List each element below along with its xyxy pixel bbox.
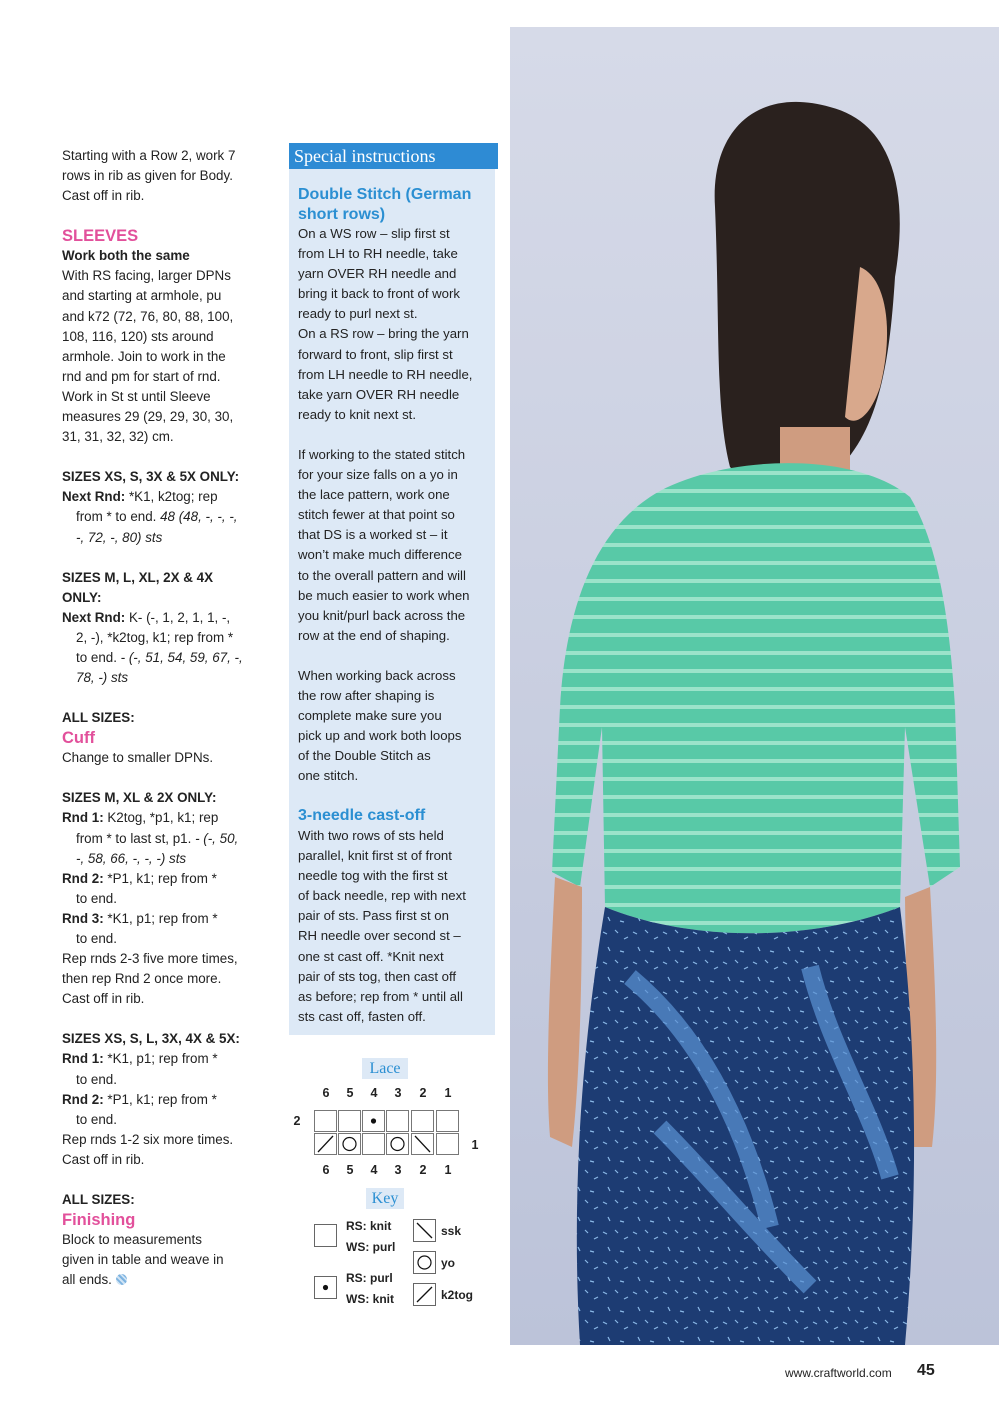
sleeves-line: Work in St st until Sleeve <box>62 388 211 404</box>
instruction-text: from * to end. <box>76 509 161 525</box>
instruction-text: bring it back to front of work <box>298 286 460 302</box>
instruction-text: to the overall pattern and will <box>298 567 466 583</box>
instruction-text: pair of sts. Pass first st on <box>298 908 449 924</box>
key-label: yo <box>441 1256 456 1270</box>
instruction-text: On a WS row – slip first st <box>298 226 450 241</box>
instruction-text: needle tog with the first st <box>298 868 448 884</box>
intro-line: Starting with a Row 2, work 7 <box>62 148 236 163</box>
yarn-ball-icon <box>116 1274 127 1285</box>
instruction-text: all ends. <box>62 1272 112 1288</box>
instruction-text: parallel, knit first st of front <box>298 848 452 864</box>
column-number: 6 <box>322 1163 330 1177</box>
instruction-text: When working back across <box>298 667 456 683</box>
instruction-text: the lace pattern, work one <box>298 487 450 503</box>
instruction-line <box>62 507 277 527</box>
instruction-line <box>62 829 277 849</box>
garment-photo <box>510 27 999 1345</box>
instruction-text: Cast off in rib. <box>62 1151 145 1167</box>
chart-cell-knit <box>411 1110 434 1132</box>
intro-line: Cast off in rib. <box>62 188 145 204</box>
special-instructions-tab: Special instructions <box>289 143 498 169</box>
instruction-text: ready to knit next st. <box>298 406 417 422</box>
instruction-text: Cast off in rib. <box>62 991 145 1007</box>
sleeves-line: armhole. Join to work in the <box>62 348 226 364</box>
sleeves-heading: SLEEVES <box>62 227 139 246</box>
instruction-label: Next Rnd: <box>62 489 126 505</box>
key-purl-symbol <box>314 1276 337 1299</box>
instruction-text: sts cast off, fasten off. <box>298 1008 426 1024</box>
row-number: 1 <box>471 1138 479 1152</box>
sleeves-line: 108, 116, 120) sts around <box>62 328 214 344</box>
instruction-text: K- (-, 1, 2, 1, 1, -, <box>125 609 231 625</box>
column-number: 4 <box>370 1163 378 1177</box>
instruction-text: that DS is a worked st – it <box>298 527 448 543</box>
stitch-count: - (-, 51, 54, 59, 67, -, <box>120 649 243 665</box>
instruction-text: *P1, k1; rep from * <box>103 1091 217 1107</box>
sizes-heading: SIZES XS, S, 3X & 5X ONLY: <box>62 469 240 485</box>
key-label: RS: purl <box>346 1271 393 1285</box>
column-number: 4 <box>370 1086 378 1100</box>
key-title: Key <box>366 1188 404 1209</box>
chart-cell-knit <box>362 1133 385 1155</box>
instruction-text: row at the end of shaping. <box>298 627 450 643</box>
instruction-text: pair of sts tog, then cast off <box>298 968 457 984</box>
instruction-text: RH needle over second st – <box>298 928 461 944</box>
instruction-text: to end. <box>76 1071 117 1087</box>
chart-cell-knit <box>386 1110 409 1132</box>
special-instructions-panel <box>289 143 495 1035</box>
stitch-count: 78, -) sts <box>76 670 129 686</box>
work-both-note: Work both the same <box>62 248 190 264</box>
cuff-heading: Cuff <box>62 729 95 748</box>
instruction-line <box>62 1049 277 1069</box>
instruction-label: Rnd 3: <box>62 910 104 926</box>
sizes-heading: ALL SIZES: <box>62 1192 135 1208</box>
key-knit-symbol <box>314 1224 337 1247</box>
stitch-count: -, 72, -, 80) sts <box>76 529 163 545</box>
instruction-text: of back needle, rep with next <box>298 888 466 904</box>
instruction-text: then rep Rnd 2 once more. <box>62 971 222 987</box>
column-number: 1 <box>444 1086 452 1100</box>
key-label: WS: knit <box>346 1292 394 1306</box>
key-yo-symbol <box>413 1251 436 1274</box>
lace-chart-title: Lace <box>362 1058 408 1079</box>
chart-cell-knit <box>314 1110 337 1132</box>
instruction-text: from LH to RH needle, take <box>298 246 458 262</box>
instruction-text: On a RS row – bring the yarn <box>298 326 469 342</box>
instruction-text: one st cast off. *Knit next <box>298 948 444 964</box>
instruction-text: given in table and weave in <box>62 1252 224 1268</box>
instruction-text: to end. <box>76 890 117 906</box>
instruction-text: as before; rep from * until all <box>298 988 463 1004</box>
instruction-text: With two rows of sts held <box>298 827 444 843</box>
instruction-text: 2, -), *k2tog, k1; rep from * <box>76 629 234 645</box>
instruction-text: *K1, p1; rep from * <box>103 1051 218 1067</box>
instruction-text: one stitch. <box>298 768 359 784</box>
instruction-text: the row after shaping is <box>298 687 435 703</box>
key-label: k2tog <box>441 1288 474 1302</box>
sleeves-line: 31, 31, 32, 32) cm. <box>62 429 174 445</box>
instruction-text: from * to last st, p1. <box>76 830 196 846</box>
stitch-count: - (-, 50, <box>195 830 239 846</box>
column-number: 5 <box>346 1086 354 1100</box>
cast-off-heading: 3-needle cast-off <box>298 807 426 825</box>
instruction-label: Rnd 2: <box>62 1091 104 1107</box>
instruction-text: Block to measurements <box>62 1232 202 1248</box>
double-stitch-heading: Double Stitch (German <box>298 186 472 203</box>
instruction-line <box>62 909 277 929</box>
column-number: 6 <box>322 1086 330 1100</box>
column-number: 3 <box>394 1086 402 1100</box>
sleeves-line: measures 29 (29, 29, 30, 30, <box>62 409 234 425</box>
instruction-text: stitch fewer at that point so <box>298 507 455 523</box>
double-stitch-heading: short rows) <box>298 205 386 223</box>
instruction-label: Rnd 1: <box>62 1051 104 1067</box>
instruction-line <box>62 1090 277 1110</box>
instruction-text: complete make sure you <box>298 708 442 724</box>
key-label: RS: knit <box>346 1219 392 1233</box>
instruction-line <box>62 808 277 828</box>
instruction-line <box>62 869 277 889</box>
instruction-text: you knit/purl back across the <box>298 607 466 623</box>
column-number: 5 <box>346 1163 354 1177</box>
footer-url: www.craftworld.com <box>785 1366 892 1380</box>
instruction-text: be much easier to work when <box>298 587 470 603</box>
instruction-text: *K1, k2tog; rep <box>125 489 218 505</box>
chart-cell-k2tog <box>314 1133 337 1155</box>
column-number: 1 <box>444 1163 452 1177</box>
sizes-heading: SIZES XS, S, L, 3X, 4X & 5X: <box>62 1031 240 1047</box>
instruction-text: for your size falls on a yo in <box>298 467 458 483</box>
instruction-text: to end. <box>76 931 117 946</box>
instruction-text: to end. <box>76 649 121 665</box>
key-k2tog-symbol <box>413 1283 436 1306</box>
instruction-line <box>62 1270 277 1290</box>
instruction-text: of the Double Stitch as <box>298 748 431 764</box>
chart-cell-knit <box>436 1133 459 1155</box>
sleeves-line: and starting at armhole, pu <box>62 288 222 304</box>
row-number: 2 <box>293 1114 301 1128</box>
stitch-count: -, 58, 66, -, -, -) sts <box>76 850 187 866</box>
instruction-text: *K1, p1; rep from * <box>103 910 218 926</box>
instruction-text: If working to the stated stitch <box>298 446 466 462</box>
instruction-text: take yarn OVER RH needle <box>298 386 460 402</box>
sleeves-line: and k72 (72, 76, 80, 88, 100, <box>62 308 234 324</box>
page-number: 45 <box>917 1362 935 1379</box>
chart-cell-yo <box>386 1133 409 1155</box>
instruction-line <box>62 608 277 628</box>
instruction-label: Rnd 1: <box>62 810 104 826</box>
model-illustration <box>510 27 999 1345</box>
instruction-text: Rep rnds 1-2 six more times. <box>62 1131 234 1147</box>
instruction-text: Rep rnds 2-3 five more times, <box>62 951 238 967</box>
sizes-heading: ONLY: <box>62 589 102 605</box>
sizes-heading: ALL SIZES: <box>62 710 135 726</box>
instruction-text: from LH needle to RH needle, <box>298 366 473 382</box>
chart-cell-ssk <box>411 1133 434 1155</box>
left-column <box>62 146 277 1290</box>
column-number: 3 <box>394 1163 402 1177</box>
instruction-text: yarn OVER RH needle and <box>298 266 457 282</box>
instruction-text: to end. <box>76 1111 117 1127</box>
finishing-heading: Finishing <box>62 1211 136 1230</box>
column-number: 2 <box>419 1163 427 1177</box>
instruction-text: ready to purl next st. <box>298 306 418 322</box>
instruction-text: won’t make much difference <box>298 547 462 563</box>
intro-line: rows in rib as given for Body. <box>62 168 233 184</box>
sizes-heading: SIZES M, XL & 2X ONLY: <box>62 790 217 806</box>
instruction-label: Rnd 2: <box>62 870 104 886</box>
instruction-text: Change to smaller DPNs. <box>62 750 214 766</box>
instruction-text: *P1, k1; rep from * <box>103 870 217 886</box>
column-number: 2 <box>419 1086 427 1100</box>
key-ssk-symbol <box>413 1219 436 1242</box>
stitch-count: 48 (48, -, -, -, <box>160 509 238 525</box>
instruction-text: forward to front, slip first st <box>298 346 453 362</box>
instruction-text: pick up and work both loops <box>298 728 462 744</box>
chart-cell-purl <box>362 1110 385 1132</box>
instruction-line <box>62 648 277 668</box>
chart-cell-knit <box>436 1110 459 1132</box>
chart-cell-yo <box>338 1133 361 1155</box>
chart-cell-knit <box>338 1110 361 1132</box>
sizes-heading: SIZES M, L, XL, 2X & 4X <box>62 569 214 585</box>
instruction-line <box>62 487 277 507</box>
instruction-text: K2tog, *p1, k1; rep <box>103 810 219 826</box>
instruction-label: Next Rnd: <box>62 609 126 625</box>
sleeves-line: With RS facing, larger DPNs <box>62 268 231 284</box>
key-label: ssk <box>441 1224 462 1238</box>
key-label: WS: purl <box>346 1240 396 1254</box>
sleeves-line: rnd and pm for start of rnd. <box>62 368 221 384</box>
